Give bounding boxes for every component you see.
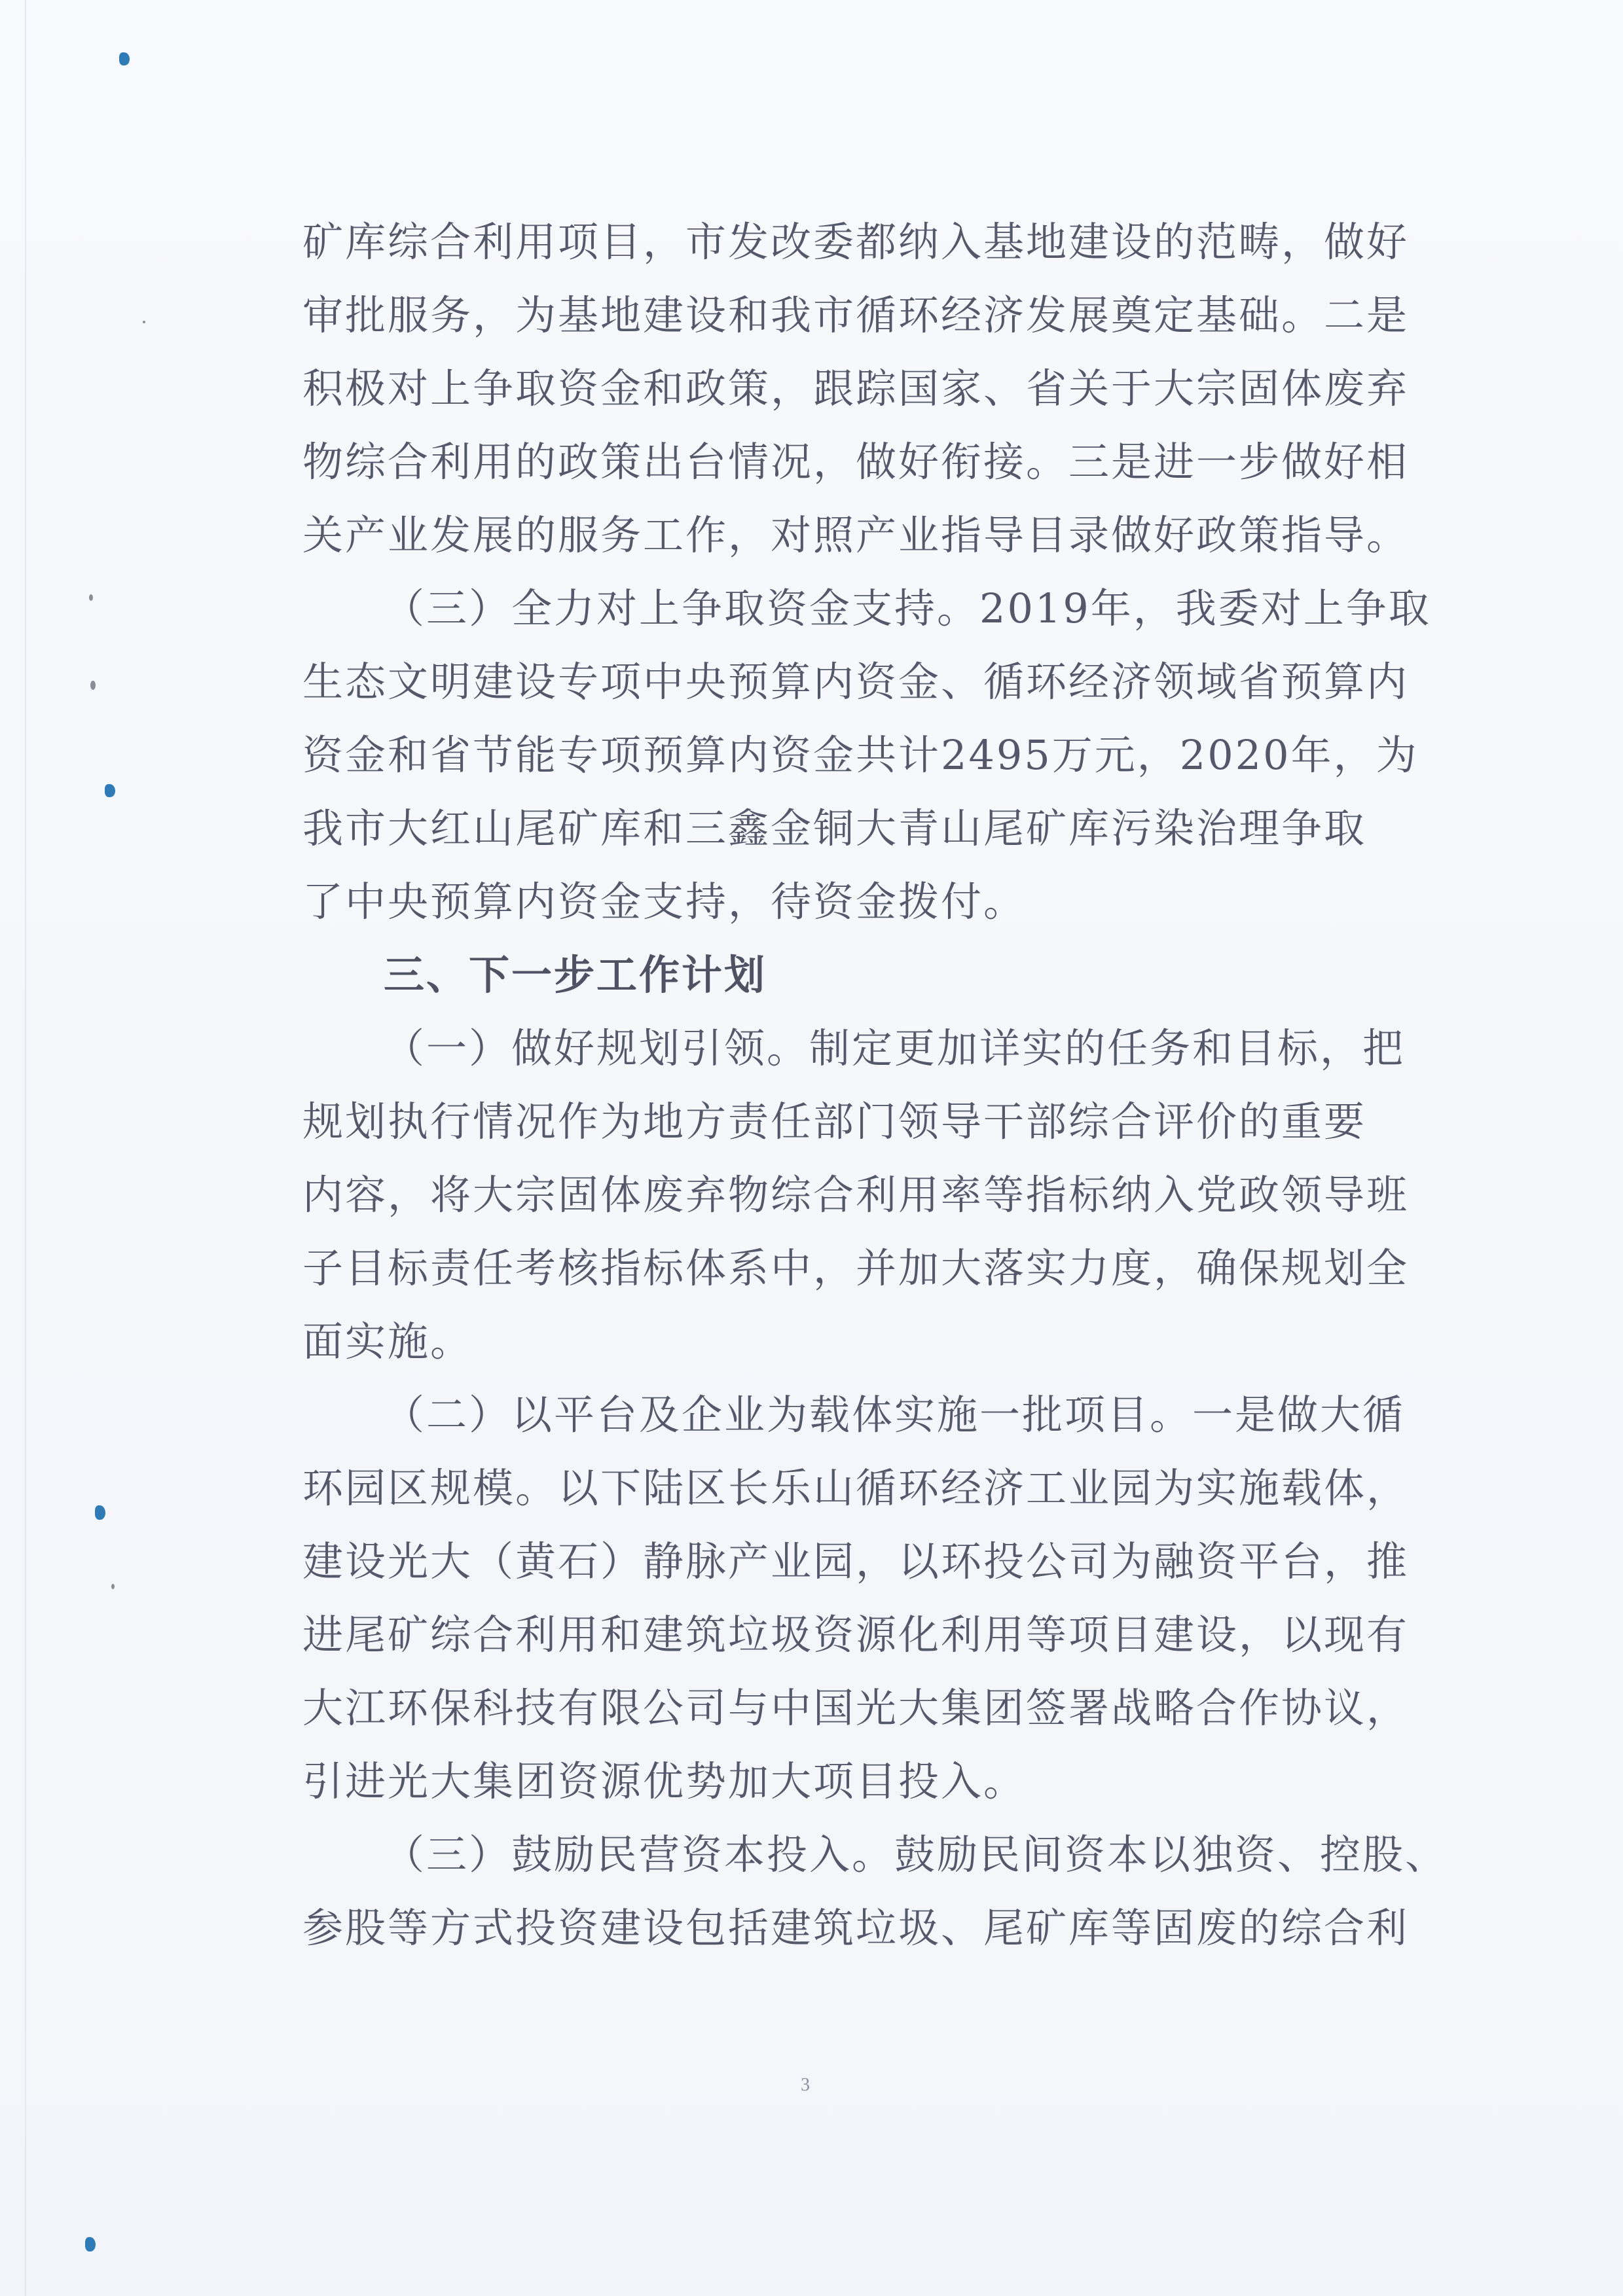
paragraph-line: 我市大红山尾矿库和三鑫金铜大青山尾矿库污染治理争取 — [302, 804, 1367, 852]
paragraph-line: 资金和省节能专项预算内资金共计2495万元，2020年，为 — [302, 731, 1419, 779]
ink-speck — [105, 784, 115, 797]
scan-edge-line — [25, 0, 26, 2296]
paragraph-line: 面实施。 — [302, 1318, 473, 1365]
paragraph-line: （三）全力对上争取资金支持。2019年，我委对上争取 — [384, 584, 1431, 632]
paragraph-line: （二）以平台及企业为载体实施一批项目。一是做大循 — [384, 1391, 1406, 1439]
paragraph-line: 内容，将大宗固体废弃物综合利用率等指标纳入党政领导班 — [302, 1171, 1410, 1219]
paragraph-line: 生态文明建设专项中央预算内资金、循环经济领域省预算内 — [302, 658, 1410, 706]
paragraph-line: 审批服务，为基地建设和我市循环经济发展奠定基础。二是 — [302, 291, 1410, 339]
paragraph-line: 子目标责任考核指标体系中，并加大落实力度，确保规划全 — [302, 1244, 1410, 1292]
section-heading: 三、下一步工作计划 — [384, 951, 767, 999]
paragraph-line: 规划执行情况作为地方责任部门领导干部综合评价的重要 — [302, 1098, 1367, 1145]
paragraph-line: 大江环保科技有限公司与中国光大集团签署战略合作协议， — [302, 1684, 1410, 1732]
paragraph-line: 矿库综合利用项目，市发改委都纳入基地建设的范畴，做好 — [302, 218, 1410, 266]
paragraph-line: 了中央预算内资金支持，待资金拨付。 — [302, 878, 1027, 925]
paragraph-line: 建设光大（黄石）静脉产业园，以环投公司为融资平台，推 — [302, 1537, 1410, 1585]
ink-speck — [85, 2237, 96, 2251]
page-number: 3 — [801, 2075, 810, 2095]
ink-speck — [143, 321, 145, 323]
paragraph-line: 关产业发展的服务工作，对照产业指导目录做好政策指导。 — [302, 511, 1410, 559]
paragraph-line: （三）鼓励民营资本投入。鼓励民间资本以独资、控股、 — [384, 1831, 1448, 1878]
ink-speck — [95, 1505, 105, 1520]
paragraph-line: 进尾矿综合利用和建筑垃圾资源化利用等项目建设，以现有 — [302, 1611, 1410, 1659]
ink-speck — [89, 594, 93, 601]
paragraph-line: （一）做好规划引领。制定更加详实的任务和目标，把 — [384, 1024, 1406, 1072]
paragraph-line: 物综合利用的政策出台情况，做好衔接。三是进一步做好相 — [302, 438, 1410, 486]
ink-speck — [119, 52, 130, 65]
paragraph-line: 引进光大集团资源优势加大项目投入。 — [302, 1757, 1027, 1805]
paragraph-line: 积极对上争取资金和政策，跟踪国家、省关于大宗固体废弃 — [302, 365, 1410, 412]
ink-speck — [111, 1584, 115, 1589]
ink-speck — [90, 681, 96, 690]
paragraph-line: 参股等方式投资建设包括建筑垃圾、尾矿库等固废的综合利 — [302, 1904, 1410, 1952]
paragraph-line: 环园区规模。以下陆区长乐山循环经济工业园为实施载体， — [302, 1464, 1410, 1512]
